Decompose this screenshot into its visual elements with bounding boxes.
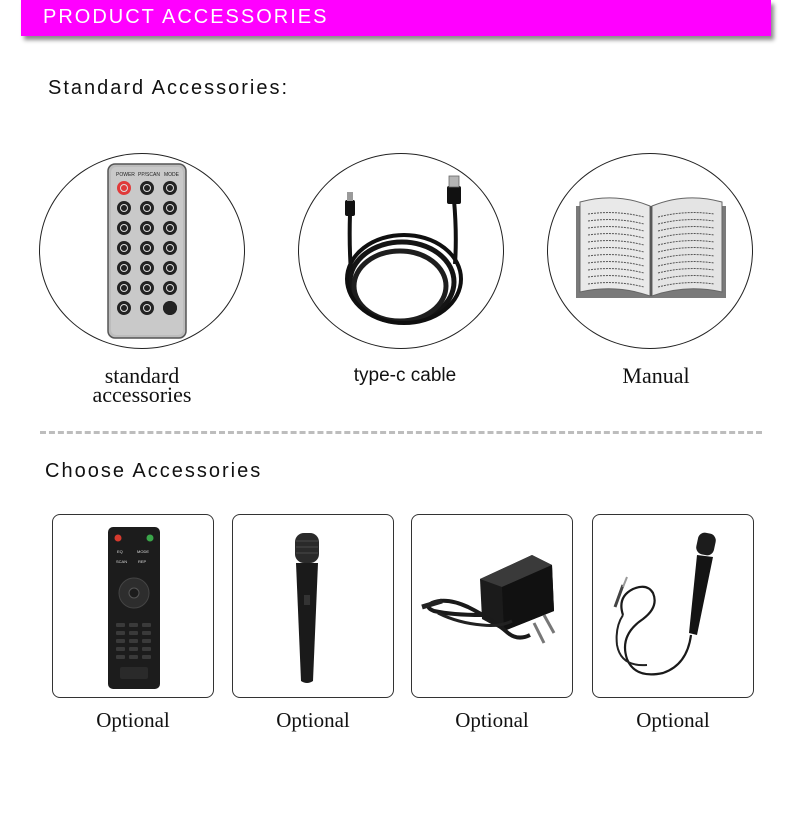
type-c-cable-circle	[298, 153, 504, 349]
caption-line-1: standard	[104, 363, 180, 388]
optional-wireless-mic-box	[232, 514, 394, 698]
remote-scan-label: SCAN	[116, 559, 128, 564]
standard-accessories-caption	[62, 363, 222, 407]
remote-control-icon	[40, 154, 245, 349]
remote-power-label: POWER	[116, 172, 135, 178]
optional-caption-3: Optional	[455, 708, 529, 732]
optional-remote-box	[52, 514, 214, 698]
optional-caption-2: Optional	[276, 708, 350, 732]
header-banner	[21, 0, 771, 36]
open-book-icon	[548, 154, 753, 349]
standard-remote-circle	[39, 153, 245, 349]
remote-control-icon	[53, 515, 214, 698]
banner-title: PRODUCT ACCESSORIES	[43, 6, 329, 28]
remote-rep-label: REP	[138, 559, 147, 564]
power-adapter-icon	[412, 515, 573, 698]
wireless-microphone-icon	[233, 515, 394, 698]
manual-caption: Manual	[622, 363, 690, 388]
type-c-cable-caption: type-c cable	[353, 365, 457, 386]
usb-cable-icon	[299, 154, 504, 349]
remote-mode-label: MODE	[137, 549, 149, 554]
wired-microphone-icon	[593, 515, 754, 698]
section-divider	[40, 431, 762, 434]
optional-caption-1: Optional	[96, 708, 170, 732]
standard-accessories-heading: Standard Accessories:	[48, 77, 289, 99]
optional-caption-4: Optional	[636, 708, 710, 732]
remote-eq-label: EQ	[117, 549, 123, 554]
manual-circle	[547, 153, 753, 349]
remote-mode-label: MODE	[164, 172, 179, 178]
remote-scan-label: PP/SCAN	[138, 172, 160, 178]
optional-adapter-box	[411, 514, 573, 698]
choose-accessories-heading: Choose Accessories	[45, 460, 263, 482]
caption-line-2: accessories	[92, 382, 192, 407]
optional-wired-mic-box	[592, 514, 754, 698]
